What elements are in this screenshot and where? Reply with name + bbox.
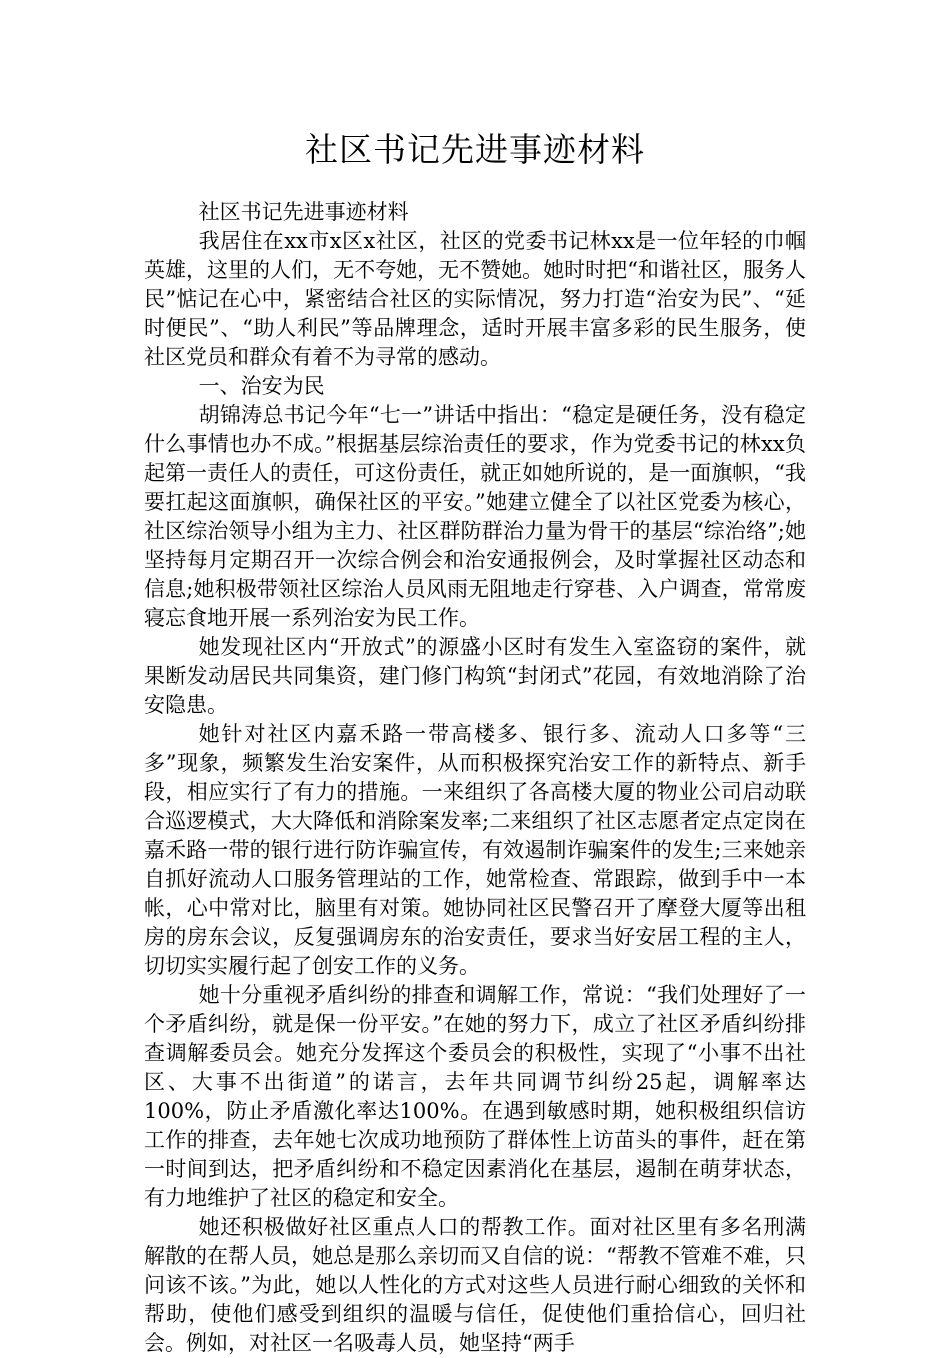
paragraph-open-community: 她发现社区内“开放式”的源盛小区时有发生入室盗窃的案件，就果断发动居民共同集资，建门修门构筑“封闭式”花园，有效地消除了治安隐患。 (144, 635, 806, 717)
paragraph-subtitle: 社区书记先进事迹材料 (198, 200, 409, 224)
document-body (144, 198, 806, 1358)
section-heading-security: 一、治安为民 (198, 374, 325, 398)
document-title: 社区书记先进事迹材料 (305, 130, 645, 169)
paragraph-security-responsibility: 胡锦涛总书记今年“七一”讲话中指出：“稳定是硬任务，没有稳定什么事情也办不成。”根据基层综治责任的要求，作为党委书记的林xx负起第一责任人的责任，可这份责任，就正如她所说的，是一面旗帜，“我要扛起这面旗帜，确保社区的平安。”她建立健全了以社区党委为核心，社区综治领导小组为主力、社区群防群治力量为骨干的基层“综治络”;她坚持每月定期召开一次综合例会和治安通报例会，及时掌握社区动态和信息;她积极带领社区综治人员风雨无阻地走行穿巷、入户调查，常常废寝忘食地开展一系列治安为民工作。 (144, 403, 806, 630)
paragraph-three-many: 她针对社区内嘉禾路一带高楼多、银行多、流动人口多等“三多”现象，频繁发生治安案件，从而积极探究治安工作的新特点、新手段，相应实行了有力的措施。一来组织了各高楼大厦的物业公司启动联合巡逻模式，大大降低和消除案发率;二来组织了社区志愿者定点定岗在嘉禾路一带的银行进行防诈骗宣传，有效遏制诈骗案件的发生;三来她亲自抓好流动人口服务管理站的工作，她常检查、常跟踪，做到手中一本帐，心中常对比，脑里有对策。她协同社区民警召开了摩登大厦等出租房的房东会议，反复强调房东的治安责任，要求当好安居工程的主人，切切实实履行起了创安工作的义务。 (144, 722, 806, 978)
paragraph-dispute-mediation: 她十分重视矛盾纠纷的排查和调解工作，常说：“我们处理好了一个矛盾纠纷，就是保一份平安。”在她的努力下，成立了社区矛盾纠纷排查调解委员会。她充分发挥这个委员会的积极性，实现了“小事不出社区、大事不出街道”的诺言，去年共同调节纠纷25起，调解率达100%，防止矛盾激化率达100%。在遇到敏感时期，她积极组织信访工作的排查，去年她七次成功地预防了群体性上访苗头的事件，赶在第一时间到达，把矛盾纠纷和不稳定因素消化在基层，遏制在萌芽状态，有力地维护了社区的稳定和安全。 (144, 983, 806, 1210)
paragraph-intro: 我居住在xx市x区x社区，社区的党委书记林xx是一位年轻的巾帼英雄，这里的人们，无不夸她，无不赞她。她时时把“和谐社区，服务人民”惦记在心中，紧密结合社区的实际情况，努力打造“治安为民”、“延时便民”、“助人利民”等品牌理念，适时开展丰富多彩的民生服务，使社区党员和群众有着不为寻常的感动。 (144, 229, 806, 369)
paragraph-key-population: 她还积极做好社区重点人口的帮教工作。面对社区里有多名刑满解散的在帮人员，她总是那么亲切而又自信的说：“帮教不管难不难，只问该不该。”为此，她以人性化的方式对这些人员进行耐心细致的关怀和帮助，使他们感受到组织的温暖与信任，促使他们重拾信心，回归社会。例如，对社区一名吸毒人员，她坚持“两手 (144, 1215, 806, 1355)
